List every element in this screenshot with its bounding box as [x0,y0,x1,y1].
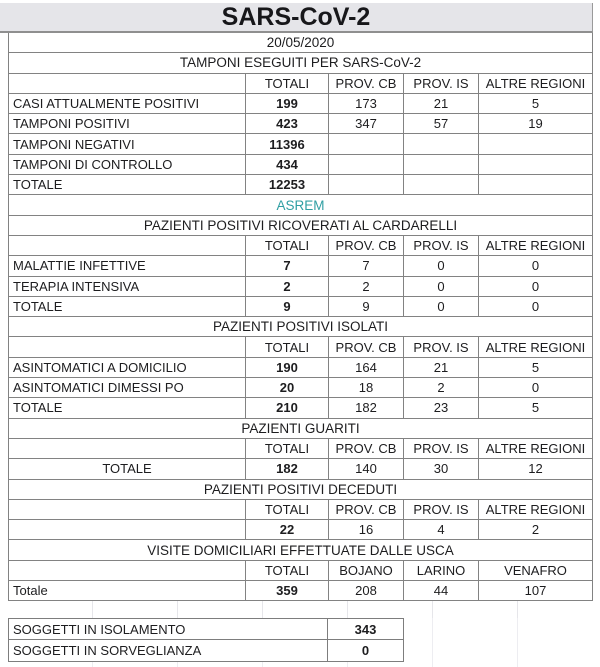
column-header-row [9,500,592,520]
table-row [9,277,592,297]
spacer-grid-row [8,601,593,618]
value-prov-is: 4 [403,520,478,539]
value-prov-is: 0 [403,277,478,296]
page-title: SARS-CoV-2 [221,2,371,31]
col-header-altre-regioni: ALTRE REGIONI [478,439,592,458]
table-row [9,358,592,378]
row-label: TERAPIA INTENSIVA [13,278,140,294]
row-label: TAMPONI NEGATIVI [13,136,135,152]
value-altre-regioni [478,134,592,153]
value-prov-cb [328,134,403,153]
table-row [9,378,592,398]
column-header-row [9,236,592,256]
col-header-venafro: VENAFRO [478,561,592,580]
column-header-row [9,74,592,94]
value-totali: 423 [245,114,328,133]
col-header-prov-is: PROV. IS [403,500,478,519]
value-altre-regioni: 5 [478,358,592,377]
col-header-totali: TOTALI [245,561,328,580]
row-label: ASINTOMATICI DIMESSI PO [13,380,184,396]
col-header-totali: TOTALI [245,500,328,519]
col-header-altre-regioni: ALTRE REGIONI [478,236,592,255]
section-title: PAZIENTI GUARITI [241,420,360,436]
org-label: ASREM [276,197,325,213]
section-title: VISITE DOMICILIARI EFFETTUATE DALLE USCA [147,542,454,558]
corner-cell [9,337,245,356]
value-totali: 20 [245,378,328,397]
value-prov-cb [328,155,403,174]
value-prov-is: 57 [403,114,478,133]
table-total-row [9,581,592,601]
row-label: TAMPONI DI CONTROLLO [13,156,173,172]
date-row [9,33,592,53]
col-header-totali: TOTALI [245,439,328,458]
section-title: PAZIENTI POSITIVI ISOLATI [212,319,389,335]
table-total-row [9,297,592,317]
value-bojano: 208 [328,581,403,600]
value-prov-is: 0 [403,297,478,316]
value-prov-is: 21 [403,358,478,377]
value-prov-is: 23 [403,398,478,417]
value-prov-is: 21 [403,94,478,113]
section-header-row [9,480,592,500]
col-header-prov-is: PROV. IS [403,439,478,458]
value-altre-regioni: 5 [478,94,592,113]
row-label: SOGGETTI IN SORVEGLIANZA [13,643,202,659]
value-totali: 2 [245,277,328,296]
value-prov-is [403,134,478,153]
value-larino: 44 [403,581,478,600]
col-header-prov-cb: PROV. CB [328,500,403,519]
value-prov-is: 2 [403,378,478,397]
value-prov-cb: 2 [328,277,403,296]
summary-table [8,618,404,662]
row-label: SOGGETTI IN ISOLAMENTO [13,621,186,637]
value-prov-cb: 140 [328,459,403,478]
corner-cell [9,561,245,580]
col-header-bojano: BOJANO [328,561,403,580]
row-label [9,520,245,539]
value-altre-regioni: 5 [478,398,592,417]
col-header-prov-is: PROV. IS [403,337,478,356]
section-title: PAZIENTI POSITIVI DECEDUTI [203,481,398,497]
value-prov-cb: 173 [328,94,403,113]
title-band [0,3,593,33]
org-row [9,195,592,215]
value-sorveglianza: 0 [327,640,403,661]
col-header-prov-cb: PROV. CB [328,74,403,93]
row-label: CASI ATTUALMENTE POSITIVI [13,96,200,112]
value-altre-regioni [478,155,592,174]
value-totali: 11396 [245,134,328,153]
table-row [9,114,592,134]
table-total-row [9,459,592,479]
column-header-row [9,337,592,357]
row-label: TAMPONI POSITIVI [13,116,130,132]
value-altre-regioni: 0 [478,256,592,275]
value-prov-is: 30 [403,459,478,478]
table-row [9,256,592,276]
value-prov-cb: 9 [328,297,403,316]
col-header-altre-regioni: ALTRE REGIONI [478,74,592,93]
row-label: MALATTIE INFETTIVE [13,258,146,274]
value-venafro: 107 [478,581,592,600]
value-totali: 434 [245,155,328,174]
value-altre-regioni: 0 [478,277,592,296]
table-row [9,640,403,661]
value-prov-is [403,175,478,194]
section-title: TAMPONI ESEGUITI PER SARS-CoV-2 [179,55,422,71]
value-altre-regioni: 2 [478,520,592,539]
row-label: TOTALE [13,177,63,193]
row-label: TOTALE [13,299,63,314]
col-header-larino: LARINO [403,561,478,580]
value-altre-regioni [478,175,592,194]
value-altre-regioni: 19 [478,114,592,133]
value-prov-cb: 7 [328,256,403,275]
value-altre-regioni: 0 [478,297,592,316]
value-totali: 359 [245,581,328,600]
col-header-prov-cb: PROV. CB [328,236,403,255]
col-header-totali: TOTALI [245,236,328,255]
value-prov-cb: 18 [328,378,403,397]
value-prov-cb: 347 [328,114,403,133]
col-header-prov-cb: PROV. CB [328,337,403,356]
value-prov-cb: 16 [328,520,403,539]
table-total-row [9,175,592,195]
value-prov-cb: 182 [328,398,403,417]
report-date: 20/05/2020 [266,35,335,51]
section-header-row [9,317,592,337]
col-header-totali: TOTALI [245,74,328,93]
col-header-prov-is: PROV. IS [403,74,478,93]
value-totali: 12253 [245,175,328,194]
row-label: Totale [13,583,48,599]
value-prov-is [403,155,478,174]
table-row [9,94,592,114]
table-row [9,520,592,540]
footer-region [8,618,593,667]
value-totali: 199 [245,94,328,113]
corner-cell [9,236,245,255]
row-label: ASINTOMATICI A DOMICILIO [13,359,187,375]
section-header-row [9,419,592,439]
section-header-row [9,540,592,560]
value-altre-regioni: 12 [478,459,592,478]
col-header-altre-regioni: ALTRE REGIONI [478,500,592,519]
col-header-totali: TOTALI [245,337,328,356]
col-header-prov-cb: PROV. CB [328,439,403,458]
value-totali: 9 [245,297,328,316]
table-total-row [9,398,592,418]
row-label: TOTALE [102,461,152,477]
value-prov-cb [328,175,403,194]
col-header-altre-regioni: ALTRE REGIONI [478,337,592,356]
section-header-row [9,53,592,73]
value-isolamento: 343 [327,619,403,639]
value-prov-cb: 164 [328,358,403,377]
table-row [9,619,403,640]
corner-cell [9,500,245,519]
corner-cell [9,439,245,458]
value-altre-regioni: 0 [478,378,592,397]
value-totali: 190 [245,358,328,377]
value-prov-is: 0 [403,256,478,275]
value-totali: 210 [245,398,328,417]
main-table [8,33,593,601]
section-title: PAZIENTI POSITIVI RICOVERATI AL CARDARELLI [143,217,458,233]
table-row [9,155,592,175]
value-totali: 7 [245,256,328,275]
column-header-row [9,561,592,581]
table-row [9,134,592,154]
row-label: TOTALE [13,400,63,416]
column-header-row [9,439,592,459]
col-header-prov-is: PROV. IS [403,236,478,255]
section-header-row [9,216,592,236]
corner-cell [9,74,245,93]
value-totali: 22 [245,520,328,539]
value-totali: 182 [245,459,328,478]
